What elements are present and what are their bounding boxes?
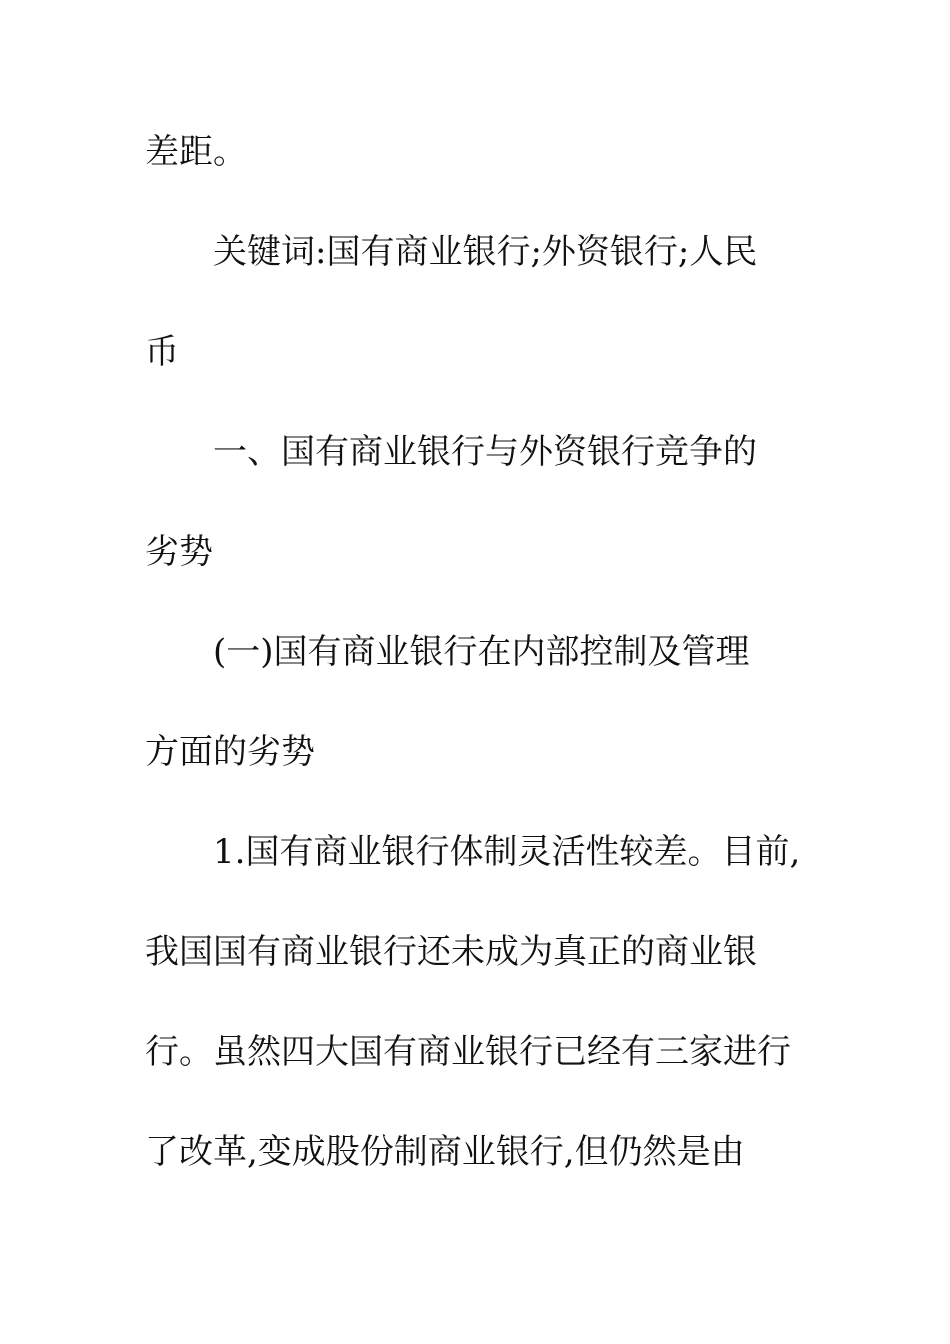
keywords-line: 关键词:国有商业银行;外资银行;人民 [213, 232, 758, 272]
subsection-heading: (一)国有商业银行在内部控制及管理 [213, 632, 750, 672]
paragraph-line: 1.国有商业银行体制灵活性较差。目前, [213, 832, 801, 872]
section-heading: 一、国有商业银行与外资银行竞争的 [213, 432, 757, 472]
paragraph-line: 差距。 [145, 132, 247, 172]
paragraph-line: 行。虽然四大国有商业银行已经有三家进行 [145, 1032, 791, 1072]
paragraph-line: 我国国有商业银行还未成为真正的商业银 [145, 932, 757, 972]
subsection-heading-continued: 方面的劣势 [145, 732, 315, 772]
section-heading-continued: 劣势 [145, 532, 213, 572]
paragraph-line: 了改革,变成股份制商业银行,但仍然是由 [145, 1132, 745, 1172]
keywords-line-continued: 币 [145, 332, 179, 372]
